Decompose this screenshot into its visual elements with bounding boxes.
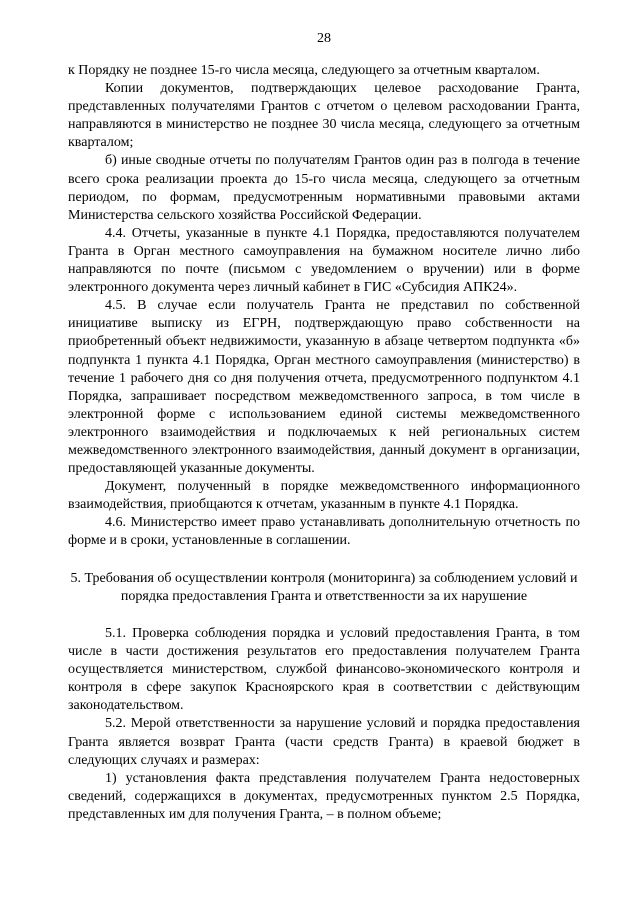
paragraph-continuation: к Порядку не позднее 15-го числа месяца, следующего за отчетным кварталом. (68, 63, 540, 78)
document-page (68, 30, 580, 824)
paragraph-b: б) иные сводные отчеты по получателям Грантов один раз в полгода в течение всего срока реализации проекта до 15-го числа месяца, следующего за отчетным периодом, по формам, предусмотренным нормативными правовыми актами Министерства сельского хозяйства Российской Федерации. (68, 153, 580, 223)
paragraph-5-2: 5.2. Мерой ответственности за нарушение условий и порядка предоставления Гранта является возврат Гранта (части средств Гранта) в краевой бюджет в следующих случаях и размерах: (68, 716, 580, 768)
paragraph-copies: Копии документов, подтверждающих целевое расходование Гранта, представленных получателями Грантов с отчетом о целевом расходовании Гранта, направляются в министерство не позднее 30 числа месяца, следующего за отчетным кварталом; (68, 81, 580, 151)
section-heading: 5. Требования об осуществлении контроля (мониторинга) за соблюдением условий и порядка предоставления Гранта и ответственности за их нарушение (70, 570, 578, 604)
paragraph-document: Документ, полученный в порядке межведомственного информационного взаимодействия, приобщаются к отчетам, указанным в пункте 4.1 Порядка. (68, 479, 580, 513)
paragraph-5-2-1: 1) установления факта представления получателем Гранта недостоверных сведений, содержащихся в документах, предусмотренных пунктом 2.5 Порядка, представленных им для получения Гранта, – в полном объеме; (68, 770, 580, 822)
paragraph-4-4: 4.4. Отчеты, указанные в пункте 4.1 Порядка, предоставляются получателем Гранта в Орган местного самоуправления на бумажном носителе лично либо направляются по почте (письмом с уведомлением о вручении) или в форме электронного документа через личный кабинет в ГИС «Субсидия АПК24». (68, 225, 580, 296)
paragraph-5-1: 5.1. Проверка соблюдения порядка и условий предоставления Гранта, в том числе в части достижения результатов его предоставления получателем Гранта осуществляется министерством, службой финансово-экономического контроля и контроля в сфере закупок Красноярского края в соответствии с действующим законодательством. (68, 625, 580, 714)
page-number: 28 (317, 31, 331, 46)
paragraph-4-5: 4.5. В случае если получатель Гранта не представил по собственной инициативе выписку из ЕГРН, подтверждающую право собственности на приобретенный объект недвижимости, указанную в абзаце четвертом подпункта «б» подпункта 1 пункта 4.1 Порядка, Орган местного самоуправления (министерство) в течение 1 рабочего дня со дня получения отчета, предусмотренного подпунктом 4.1 Порядка, запрашивает посредством межведомственного запроса, в том числе в электронной форме с использованием единой системы межведомственного электронного взаимодействия и подключаемых к ней региональных систем межведомственного электронного взаимодействия, данный документ в организации, предоставляющей указанные документы. (68, 298, 580, 477)
paragraph-4-6: 4.6. Министерство имеет право устанавливать дополнительную отчетность по форме и в сроки, установленные в соглашении. (68, 515, 580, 549)
